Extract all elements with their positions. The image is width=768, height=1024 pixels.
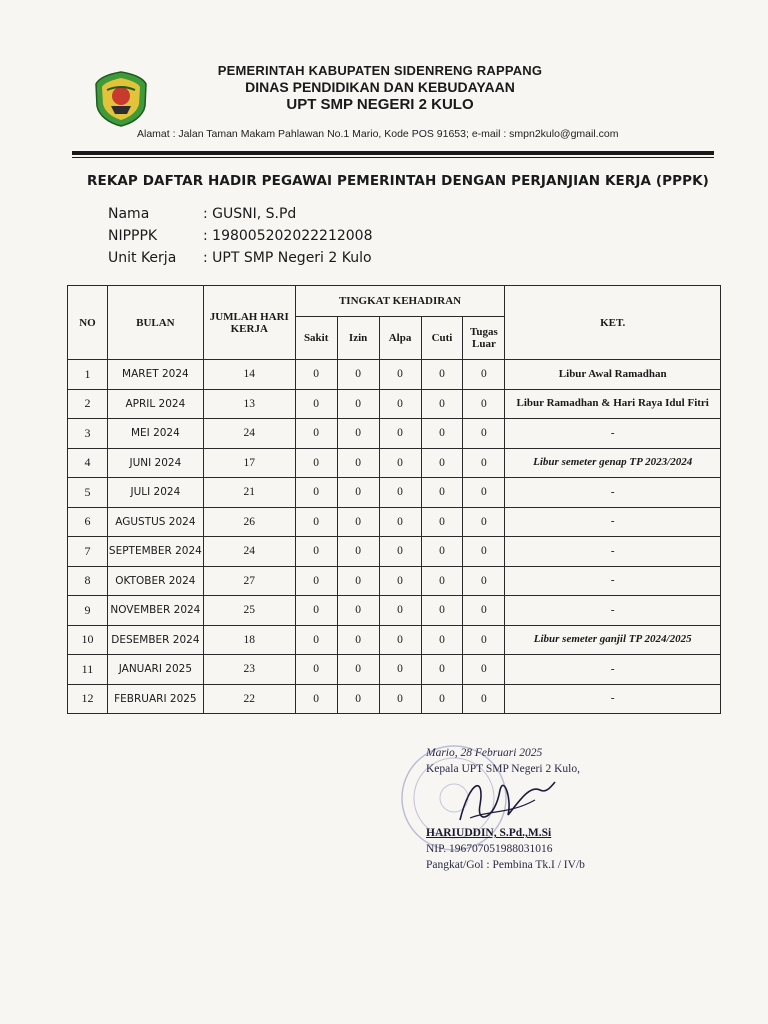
cell-ket: - — [505, 537, 721, 567]
cell-no: 2 — [68, 389, 108, 419]
signature-place-date: Mario, 28 Februari 2025 — [426, 747, 543, 759]
employee-nip-value: : 198005202022212008 — [203, 228, 373, 244]
cell-jumlah: 27 — [203, 566, 295, 596]
header-jumlah-hari-kerja: JUMLAH HARI KERJA — [203, 286, 295, 360]
document-title: REKAP DAFTAR HADIR PEGAWAI PEMERINTAH DENGAN PERJANJIAN KERJA (PPPK) — [87, 173, 709, 189]
cell-cuti: 0 — [421, 419, 463, 449]
cell-alpa: 0 — [379, 448, 421, 478]
cell-bulan: OKTOBER 2024 — [107, 566, 203, 596]
cell-jumlah: 22 — [203, 684, 295, 714]
cell-alpa: 0 — [379, 596, 421, 626]
cell-izin: 0 — [337, 684, 379, 714]
cell-cuti: 0 — [421, 507, 463, 537]
letterhead-rule-thick — [72, 151, 714, 155]
cell-izin: 0 — [337, 360, 379, 390]
cell-alpa: 0 — [379, 655, 421, 685]
cell-ket: - — [505, 684, 721, 714]
cell-ket: - — [505, 655, 721, 685]
letterhead-government: PEMERINTAH KABUPATEN SIDENRENG RAPPANG — [217, 63, 543, 78]
cell-alpa: 0 — [379, 507, 421, 537]
attendance-table — [67, 285, 721, 714]
cell-alpa: 0 — [379, 419, 421, 449]
table-row — [68, 596, 721, 626]
cell-sakit: 0 — [295, 566, 337, 596]
cell-izin: 0 — [337, 507, 379, 537]
cell-no: 6 — [68, 507, 108, 537]
cell-cuti: 0 — [421, 625, 463, 655]
table-row — [68, 507, 721, 537]
cell-jumlah: 26 — [203, 507, 295, 537]
cell-bulan: NOVEMBER 2024 — [107, 596, 203, 626]
cell-no: 4 — [68, 448, 108, 478]
cell-tugas: 0 — [463, 389, 505, 419]
cell-izin: 0 — [337, 419, 379, 449]
cell-cuti: 0 — [421, 655, 463, 685]
cell-bulan: SEPTEMBER 2024 — [107, 537, 203, 567]
cell-no: 10 — [68, 625, 108, 655]
cell-izin: 0 — [337, 537, 379, 567]
employee-nip-row — [108, 225, 373, 247]
cell-cuti: 0 — [421, 360, 463, 390]
cell-sakit: 0 — [295, 360, 337, 390]
table-row — [68, 389, 721, 419]
table-row — [68, 478, 721, 508]
cell-alpa: 0 — [379, 478, 421, 508]
cell-tugas: 0 — [463, 478, 505, 508]
cell-ket: - — [505, 596, 721, 626]
employee-nip-label: NIPPPK — [108, 228, 158, 244]
letterhead-department: DINAS PENDIDIKAN DAN KEBUDAYAAN — [245, 79, 515, 95]
cell-tugas: 0 — [463, 419, 505, 449]
header-bulan: BULAN — [107, 286, 203, 360]
letterhead-rule-thin — [72, 157, 714, 158]
cell-sakit: 0 — [295, 389, 337, 419]
cell-alpa: 0 — [379, 389, 421, 419]
header-tugas-luar: Tugas Luar — [463, 317, 505, 360]
cell-sakit: 0 — [295, 596, 337, 626]
cell-bulan: MARET 2024 — [107, 360, 203, 390]
cell-ket: - — [505, 507, 721, 537]
cell-alpa: 0 — [379, 684, 421, 714]
cell-cuti: 0 — [421, 596, 463, 626]
cell-cuti: 0 — [421, 537, 463, 567]
cell-bulan: DESEMBER 2024 — [107, 625, 203, 655]
cell-tugas: 0 — [463, 566, 505, 596]
cell-sakit: 0 — [295, 448, 337, 478]
employee-info — [108, 203, 373, 269]
cell-izin: 0 — [337, 566, 379, 596]
signature-rank: Pangkat/Gol : Pembina Tk.I / IV/b — [426, 859, 585, 871]
table-row — [68, 684, 721, 714]
cell-sakit: 0 — [295, 419, 337, 449]
signature-position: Kepala UPT SMP Negeri 2 Kulo, — [426, 763, 580, 775]
employee-unit-label: Unit Kerja — [108, 250, 177, 266]
cell-no: 1 — [68, 360, 108, 390]
cell-sakit: 0 — [295, 537, 337, 567]
cell-bulan: MEI 2024 — [107, 419, 203, 449]
cell-bulan: JANUARI 2025 — [107, 655, 203, 685]
cell-tugas: 0 — [463, 537, 505, 567]
cell-ket: - — [505, 478, 721, 508]
cell-jumlah: 14 — [203, 360, 295, 390]
cell-jumlah: 21 — [203, 478, 295, 508]
cell-ket: Libur Awal Ramadhan — [505, 360, 721, 390]
cell-bulan: JULI 2024 — [107, 478, 203, 508]
cell-tugas: 0 — [463, 684, 505, 714]
cell-jumlah: 17 — [203, 448, 295, 478]
cell-izin: 0 — [337, 625, 379, 655]
employee-unit-value: : UPT SMP Negeri 2 Kulo — [203, 250, 372, 266]
employee-name-label: Nama — [108, 206, 150, 222]
cell-izin: 0 — [337, 478, 379, 508]
table-row — [68, 655, 721, 685]
signature-nip: NIP. 196707051988031016 — [426, 843, 553, 855]
table-row — [68, 625, 721, 655]
regency-crest-icon — [93, 70, 149, 128]
cell-jumlah: 24 — [203, 419, 295, 449]
cell-sakit: 0 — [295, 625, 337, 655]
cell-tugas: 0 — [463, 596, 505, 626]
cell-cuti: 0 — [421, 389, 463, 419]
cell-bulan: JUNI 2024 — [107, 448, 203, 478]
cell-bulan: AGUSTUS 2024 — [107, 507, 203, 537]
cell-sakit: 0 — [295, 684, 337, 714]
cell-alpa: 0 — [379, 537, 421, 567]
header-izin: Izin — [337, 317, 379, 360]
cell-cuti: 0 — [421, 684, 463, 714]
cell-jumlah: 13 — [203, 389, 295, 419]
cell-izin: 0 — [337, 448, 379, 478]
cell-cuti: 0 — [421, 478, 463, 508]
cell-tugas: 0 — [463, 448, 505, 478]
cell-ket: Libur semeter genap TP 2023/2024 — [505, 448, 721, 478]
signature-name: HARIUDDIN, S.Pd.,M.Si — [426, 827, 552, 839]
cell-cuti: 0 — [421, 566, 463, 596]
cell-jumlah: 25 — [203, 596, 295, 626]
employee-name-value: : GUSNI, S.Pd — [203, 206, 297, 222]
letterhead — [160, 63, 600, 114]
cell-izin: 0 — [337, 655, 379, 685]
cell-ket: - — [505, 419, 721, 449]
cell-ket: Libur Ramadhan & Hari Raya Idul Fitri — [505, 389, 721, 419]
header-cuti: Cuti — [421, 317, 463, 360]
cell-bulan: FEBRUARI 2025 — [107, 684, 203, 714]
cell-ket: Libur semeter ganjil TP 2024/2025 — [505, 625, 721, 655]
cell-bulan: APRIL 2024 — [107, 389, 203, 419]
cell-no: 7 — [68, 537, 108, 567]
cell-tugas: 0 — [463, 360, 505, 390]
cell-ket: - — [505, 566, 721, 596]
table-row — [68, 419, 721, 449]
letterhead-school: UPT SMP NEGERI 2 KULO — [286, 96, 474, 113]
signature-block — [426, 745, 585, 873]
cell-izin: 0 — [337, 389, 379, 419]
header-ket: KET. — [505, 286, 721, 360]
cell-sakit: 0 — [295, 478, 337, 508]
cell-no: 11 — [68, 655, 108, 685]
cell-no: 5 — [68, 478, 108, 508]
table-row — [68, 360, 721, 390]
header-no: NO — [68, 286, 108, 360]
cell-izin: 0 — [337, 596, 379, 626]
cell-jumlah: 18 — [203, 625, 295, 655]
table-row — [68, 448, 721, 478]
header-alpa: Alpa — [379, 317, 421, 360]
cell-alpa: 0 — [379, 360, 421, 390]
cell-alpa: 0 — [379, 625, 421, 655]
header-sakit: Sakit — [295, 317, 337, 360]
cell-jumlah: 23 — [203, 655, 295, 685]
cell-alpa: 0 — [379, 566, 421, 596]
cell-no: 12 — [68, 684, 108, 714]
cell-no: 3 — [68, 419, 108, 449]
header-tingkat-kehadiran: TINGKAT KEHADIRAN — [295, 286, 505, 317]
cell-tugas: 0 — [463, 507, 505, 537]
table-header-row — [68, 286, 721, 317]
cell-tugas: 0 — [463, 655, 505, 685]
employee-name-row — [108, 203, 373, 225]
cell-tugas: 0 — [463, 625, 505, 655]
cell-sakit: 0 — [295, 655, 337, 685]
cell-jumlah: 24 — [203, 537, 295, 567]
table-row — [68, 566, 721, 596]
cell-no: 9 — [68, 596, 108, 626]
cell-no: 8 — [68, 566, 108, 596]
employee-unit-row — [108, 247, 373, 269]
letterhead-address: Alamat : Jalan Taman Makam Pahlawan No.1 Mario, Kode POS 91653; e-mail : smpn2kulo@gmail.com — [137, 128, 619, 140]
cell-sakit: 0 — [295, 507, 337, 537]
table-row — [68, 537, 721, 567]
cell-cuti: 0 — [421, 448, 463, 478]
